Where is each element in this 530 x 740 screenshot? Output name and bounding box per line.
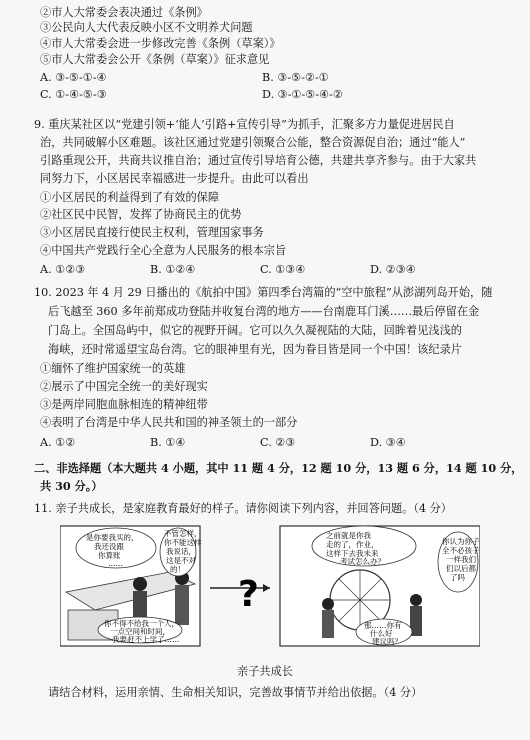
q10-option-d[interactable]: D. ③④	[370, 436, 406, 449]
section-2-heading-cont: 共 30 分。）	[40, 479, 103, 493]
q9-option-d[interactable]: D. ②③④	[370, 263, 416, 276]
q11-prompt: 11. 亲子共成长，是家庭教育最好的样子。请你阅读下列内容，并回答问题。（4 分）	[34, 502, 452, 515]
bubble-3-line-3: 我要赶不上学了……	[112, 635, 180, 644]
bubble-2-line-4: 这是不对	[166, 556, 196, 565]
bubble-1-line-1: 是你要我买的，	[86, 533, 139, 542]
right-parent-head	[322, 598, 334, 610]
bubble-3-line-2: 一点空间和时间，	[110, 627, 170, 636]
q9-stem-line-4: 同努力下，小区居民幸福感进一步提升。由此可以看出	[40, 172, 309, 185]
q10-stem-line-3: 门岛上。全国岛屿中，似它的视野开阔。它可以久久凝视陆的大陆，回眸着见浅浅的	[48, 324, 462, 337]
bubble-5-line-2: 全不必孩子	[442, 546, 480, 555]
bubble-4-line-3: 这样下去我未来	[326, 549, 379, 558]
q8-option-c[interactable]: C. ①-④-⑤-③	[40, 88, 107, 101]
q10-item-1: ①缅怀了维护国家统一的英雄	[40, 362, 186, 375]
q8-item-2: ②市人大常委会表决通过《条例》	[40, 6, 208, 19]
child-figure-body	[133, 591, 147, 619]
q9-stem-line-1: 9. 重庆某社区以“党建引领+‘能人’引路+宣传引导”为抓手，汇聚多方力量促进居民自	[34, 118, 455, 131]
q9-item-3: ③小区居民直接行使民主权利，管理国家事务	[40, 226, 264, 239]
right-parent-body	[322, 610, 334, 638]
q10-option-c[interactable]: C. ②③	[260, 436, 296, 449]
q8-item-4: ④市人大常委会进一步修改完善《条例（草案）》	[40, 37, 281, 50]
q10-option-a[interactable]: A. ①②	[40, 436, 76, 449]
bubble-6-line-2: 什么好	[370, 629, 393, 638]
q9-option-b[interactable]: B. ①②④	[150, 263, 196, 276]
q10-item-4: ④表明了台湾是中华人民共和国的神圣领土的一部分	[40, 416, 298, 429]
q9-stem-line-2: 治，共同破解小区难题。该社区通过党建引领聚合公能，整合资源促自治；通过“能人”	[40, 136, 466, 149]
child-figure-head	[133, 577, 147, 591]
q10-item-2: ②展示了中国完全统一的美好现实	[40, 380, 208, 393]
q9-option-c[interactable]: C. ①③④	[260, 263, 306, 276]
q11-task: 请结合材料，运用亲情、生命相关知识，完善故事情节并给出依据。（4 分）	[48, 686, 423, 699]
right-child-head	[410, 594, 422, 606]
bubble-2-line-1: 不管怎样，	[164, 529, 202, 538]
comic-caption: 亲子共成长	[237, 665, 293, 678]
q8-option-a[interactable]: A. ③-⑤-①-④	[40, 71, 107, 84]
bubble-4-line-1: 之前就是你我	[326, 531, 371, 540]
bubble-3-line-1: 你不得不给我一个人，	[104, 619, 179, 628]
q10-stem-line-2: 后飞越至 360 多年前郑成功登陆并收复台湾的地方——台南鹿耳门溪……最后停留在金	[48, 305, 480, 318]
q9-option-a[interactable]: A. ①②③	[40, 263, 86, 276]
bubble-1-line-3: 你算账	[98, 551, 121, 560]
q8-item-5: ⑤市人大常委会公开《条例（草案）》征求意见	[40, 53, 270, 66]
q9-item-2: ②社区民中民智，发挥了协商民主的优势	[40, 208, 242, 221]
question-mark: ?	[238, 574, 259, 615]
q8-option-b[interactable]: B. ③-⑤-②-①	[262, 71, 329, 84]
q9-item-4: ④中国共产党践行全心全意为人民服务的根本宗旨	[40, 244, 287, 257]
q10-stem-line-4: 海峡，还时常遥望宝岛台湾。它的眼神里有光，因为眷目皆是同一个中国！该纪录片	[48, 343, 462, 356]
bubble-1-line-2: 我还没跟	[94, 542, 124, 551]
bubble-6-line-1: 那……你有	[364, 621, 402, 630]
q8-item-3: ③公民向人大代表反映小区不文明养犬问题	[40, 21, 253, 34]
bubble-2-line-2: 你不能这样	[164, 538, 202, 547]
bubble-4-line-4: 考试怎么办？	[340, 557, 385, 566]
bubble-2-line-5: 的！	[170, 565, 185, 574]
q10-option-b[interactable]: B. ①④	[150, 436, 186, 449]
section-2-heading: 二、非选择题（本大题共 4 小题，其中 11 题 4 分，12 题 10 分，13 题 6 分，14 题 10 分，	[34, 461, 523, 475]
bubble-6-line-3: 建议吗？	[372, 637, 402, 646]
bubble-5-line-1: 你认为你子	[442, 537, 480, 546]
bubble-1-line-4: ……	[108, 559, 123, 568]
q9-stem-line-3: 引路重现公开，共商共议推自治；通过宣传引导培育公德，共建共享齐参与。由于大家共	[40, 154, 477, 167]
q8-option-d[interactable]: D. ③-①-⑤-④-②	[262, 88, 343, 101]
bubble-5-line-4: 们以后都	[446, 564, 476, 573]
bubble-4-line-2: 走的了，作业，	[326, 540, 379, 549]
bubble-5-line-5: 了吗	[450, 573, 465, 582]
bubble-2-line-3: 我说话，	[166, 547, 196, 556]
q9-item-1: ①小区居民的利益得到了有效的保障	[40, 191, 220, 204]
arrow-head-icon	[263, 584, 270, 592]
q10-item-3: ③是两岸同胞血脉相连的精神纽带	[40, 398, 208, 411]
q10-stem-line-1: 10. 2023 年 4 月 29 日播出的《航拍中国》第四季台湾篇的“空中旅程”从澎湖列岛开始，随	[34, 286, 493, 299]
parent-child-comic	[60, 522, 480, 650]
bubble-5-line-3: 一样我们	[446, 555, 476, 564]
